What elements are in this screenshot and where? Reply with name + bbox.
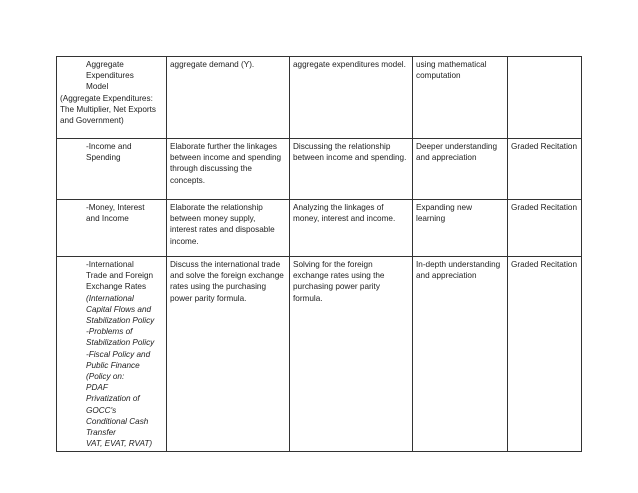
assessment-line: Graded Recitation (511, 142, 577, 151)
outcome-line: and appreciation (416, 271, 477, 281)
table-row (57, 200, 582, 257)
outcome-cell (413, 57, 508, 139)
topic-line: Aggregate (86, 60, 124, 69)
outcome-line: learning (416, 214, 446, 224)
topic-line: Public Finance (86, 360, 140, 370)
activity-cell (167, 200, 290, 257)
activity-line: Elaborate the relationship (170, 203, 263, 212)
method-cell (290, 257, 413, 452)
topic-line: VAT, EVAT, RVAT) (86, 439, 153, 449)
outcome-line: In-depth understanding (416, 260, 501, 269)
method-line: Solving for the foreign (293, 260, 373, 269)
topic-line: GOCC's (86, 405, 117, 415)
topic-line: -Income and (86, 142, 132, 151)
method-line: Analyzing the linkages of (293, 203, 384, 212)
outcome-cell (413, 139, 508, 200)
topic-line: (Policy on: (86, 372, 125, 382)
topic-line: (International (86, 293, 134, 303)
assessment-line: Graded Recitation (511, 203, 577, 212)
outcome-line: Expanding new (416, 203, 472, 212)
method-cell (290, 139, 413, 200)
topic-line: -Fiscal Policy and (86, 349, 151, 359)
outcome-line: using mathematical (416, 60, 487, 69)
table-row (57, 139, 582, 200)
activity-line: aggregate demand (Y). (170, 60, 255, 69)
activity-line: between income and spending (170, 153, 282, 163)
topic-cell (57, 139, 167, 200)
assessment-line: Graded Recitation (511, 260, 577, 269)
assessment-cell (508, 139, 582, 200)
table-body (57, 57, 582, 452)
topic-line: The Multiplier, Net Exports (60, 104, 157, 114)
table-row (57, 257, 582, 452)
topic-line: and Government) (60, 116, 124, 126)
activity-line: power parity formula. (170, 293, 247, 303)
topic-line: -International (86, 260, 134, 269)
table-row (57, 57, 582, 139)
topic-line: Trade and Foreign (86, 271, 154, 281)
assessment-cell (508, 57, 582, 139)
activity-cell (167, 257, 290, 452)
activity-line: through discussing the (170, 164, 252, 174)
activity-line: rates using the purchasing (170, 282, 267, 292)
topic-cell (57, 57, 167, 139)
topic-line: Expenditures (86, 71, 134, 81)
outcome-line: computation (416, 71, 461, 81)
activity-cell (167, 139, 290, 200)
method-cell (290, 57, 413, 139)
method-line: Discussing the relationship (293, 142, 391, 151)
topic-cell (57, 200, 167, 257)
activity-line: concepts. (170, 175, 206, 185)
activity-cell (167, 57, 290, 139)
topic-line: -Problems of (86, 327, 133, 337)
outcome-cell (413, 257, 508, 452)
topic-line: PDAF (86, 383, 108, 393)
topic-line: Conditional Cash (86, 416, 149, 426)
topic-line: Transfer (86, 428, 116, 438)
outcome-line: and appreciation (416, 153, 477, 163)
method-line: purchasing power parity (293, 282, 380, 292)
activity-line: Discuss the international trade (170, 260, 281, 269)
method-line: formula. (293, 293, 323, 303)
activity-line: interest rates and disposable (170, 225, 275, 235)
activity-line: income. (170, 236, 199, 246)
topic-line: -Money, Interest (86, 203, 145, 212)
topic-cell (57, 257, 167, 452)
method-line: between income and spending. (293, 153, 407, 163)
topic-line: (Aggregate Expenditures: (60, 93, 153, 103)
topic-line: Privatization of (86, 394, 140, 404)
curriculum-table (56, 56, 582, 452)
outcome-line: Deeper understanding (416, 142, 498, 151)
topic-line: Stabilization Policy (86, 338, 155, 348)
topic-line: and Income (86, 214, 129, 224)
topic-line: Stabilization Policy (86, 316, 155, 326)
outcome-cell (413, 200, 508, 257)
method-line: money, interest and income. (293, 214, 396, 224)
activity-line: between money supply, (170, 214, 256, 224)
activity-line: and solve the foreign exchange (170, 271, 284, 281)
topic-line: Model (86, 82, 109, 92)
method-line: aggregate expenditures model. (293, 60, 406, 69)
assessment-cell (508, 257, 582, 452)
assessment-cell (508, 200, 582, 257)
topic-line: Capital Flows and (86, 304, 152, 314)
activity-line: Elaborate further the linkages (170, 142, 277, 151)
method-line: exchange rates using the (293, 271, 385, 281)
topic-line: Spending (86, 153, 121, 163)
method-cell (290, 200, 413, 257)
topic-line: Exchange Rates (86, 282, 147, 292)
